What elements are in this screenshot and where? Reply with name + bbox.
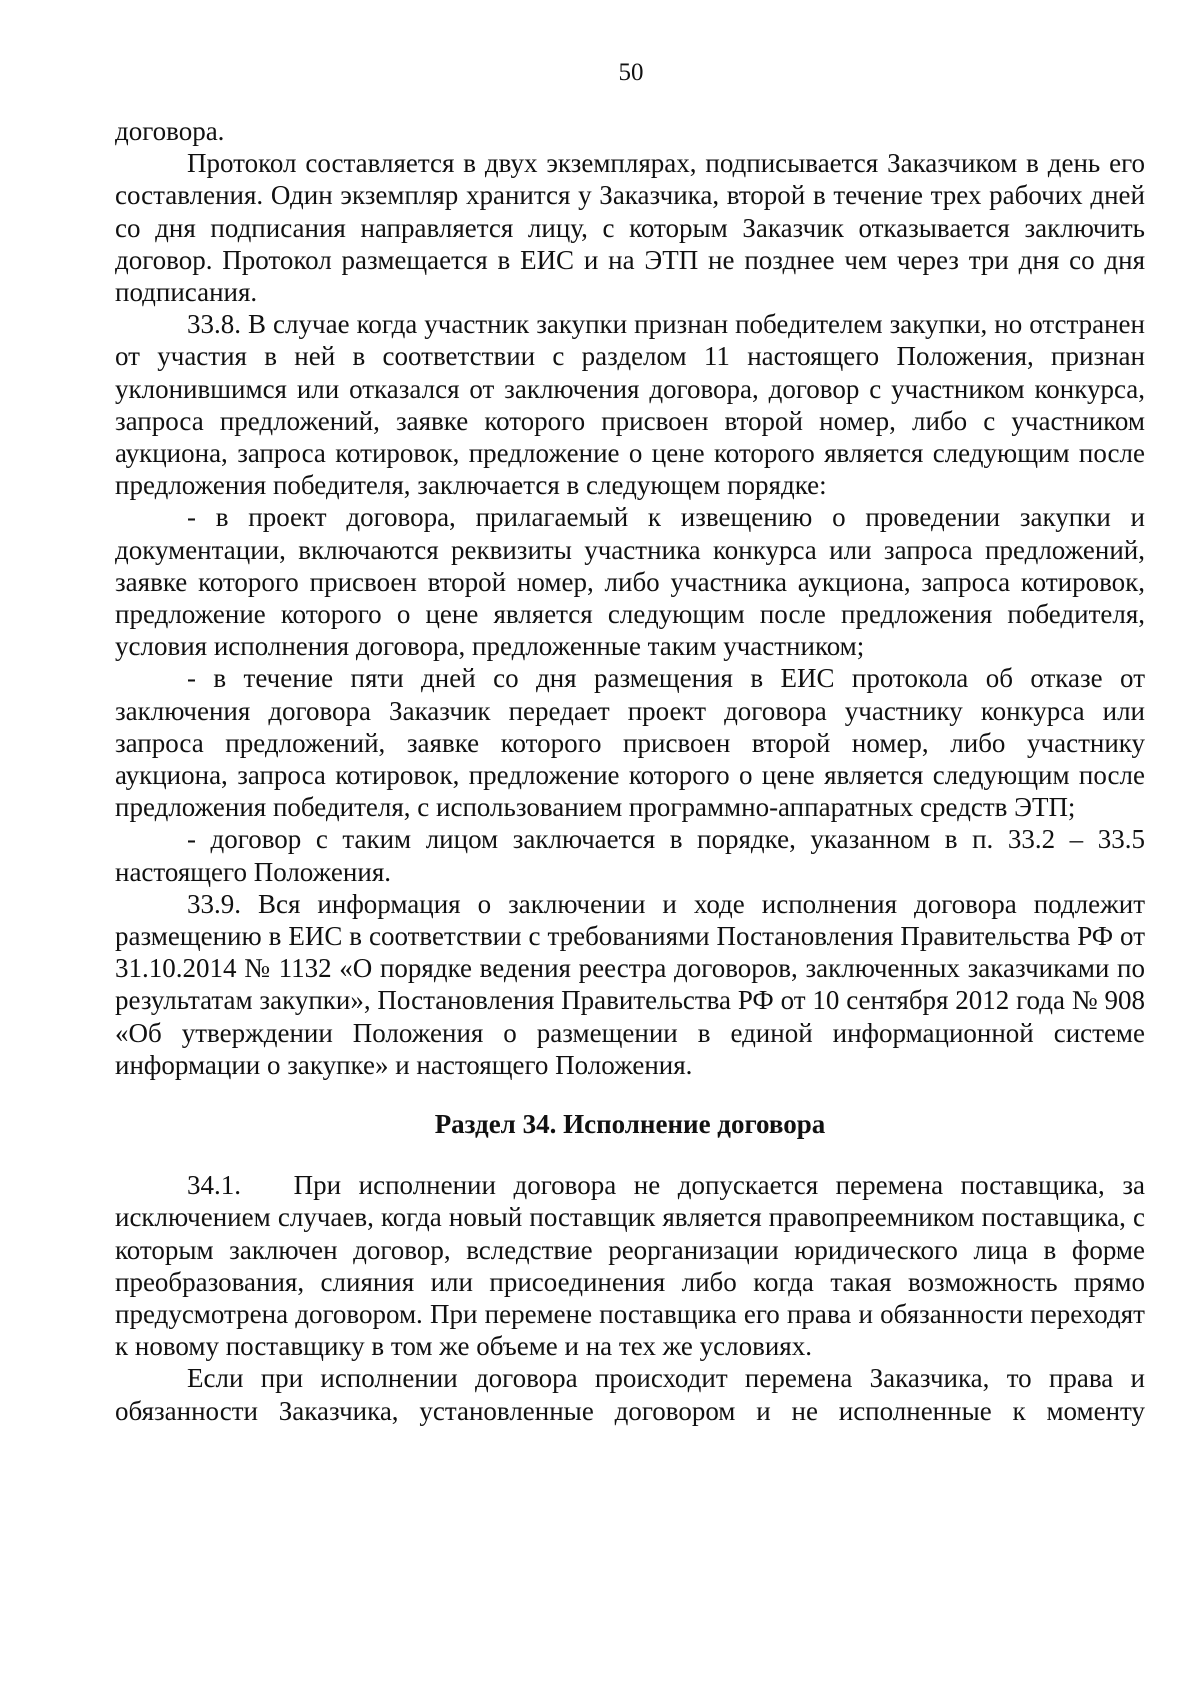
list-item-project-contract: - в проект договора, прилагаемый к извещению о проведении закупки и документации, включаются реквизиты участника конкурса или запроса предложений, заявке которого присвоен второй номер, либо участника аукциона, запроса котировок, предложение которого о цене является следующим после предложения победителя, условия исполнения договора, предложенные таким участником; bbox=[115, 502, 1145, 662]
section-heading: Раздел 34. Исполнение договора bbox=[434, 1109, 826, 1140]
paragraph-34-1: 34.1. При исполнении договора не допускается перемена поставщика, за исключением случаев, когда новый поставщик является правопреемником поставщика, с которым заключен договор, вследствие реорганизации юридического лица в форме преобразования, слияния или присоединения либо когда такая возможность прямо предусмотрена договором. При перемене поставщика его права и обязанности переходят к новому поставщику в том же объеме и на тех же условиях. bbox=[115, 1170, 1152, 1362]
list-item-five-days: - в течение пяти дней со дня размещения в ЕИС протокола об отказе от заключения договора Заказчик передает проект договора участнику конкурса или запроса предложений, заявке которого присвоен второй номер, либо участнику аукциона, запроса котировок, предложение которого о цене является следующим после предложения победителя, с использованием программно-аппаратных средств ЭТП; bbox=[115, 663, 1145, 823]
document-body bbox=[115, 115, 1152, 1427]
paragraph-33-9: 33.9. Вся информация о заключении и ходе исполнения договора подлежит размещению в ЕИС в соответствии с требованиями Постановления Правительства РФ от 31.10.2014 № 1132 «О порядке ведения реестра договоров, заключенных заказчиками по результатам закупки», Постановления Правительства РФ от 10 сентября 2012 года № 908 «Об утверждении Положения о размещении в единой информационной системе информации о закупке» и настоящего Положения. bbox=[115, 888, 1145, 1080]
paragraph-protocol: Протокол составляется в двух экземплярах, подписывается Заказчиком в день его составления. Один экземпляр хранится у Заказчика, второй в течение трех рабочих дней со дня подписания направляется лицу, с которым Заказчик отказывается заключить договор. Протокол размещается в ЕИС и на ЭТП не позднее чем через три дня со дня подписания. bbox=[115, 148, 1145, 308]
list-item-contract-order: - договор с таким лицом заключается в порядке, указанном в п. 33.2 – 33.5 настоящего Положения. bbox=[115, 824, 1145, 887]
paragraph-33-8: 33.8. В случае когда участник закупки признан победителем закупки, но отстранен от участия в ней в соответствии с разделом 11 настоящего Положения, признан уклонившимся или отказался от заключения договора, договор с участником конкурса, запроса предложений, заявке которого присвоен второй номер, либо с участником аукциона, запроса котировок, предложение о цене которого является следующим после предложения победителя, заключается в следующем порядке: bbox=[115, 309, 1145, 501]
page-number: 50 bbox=[618, 59, 644, 86]
paragraph-continuation: договора. bbox=[115, 116, 225, 146]
paragraph-customer-change: Если при исполнении договора происходит перемена Заказчика, то права и обязанности Заказчика, установленные договором и не исполненные к моменту bbox=[115, 1363, 1145, 1426]
